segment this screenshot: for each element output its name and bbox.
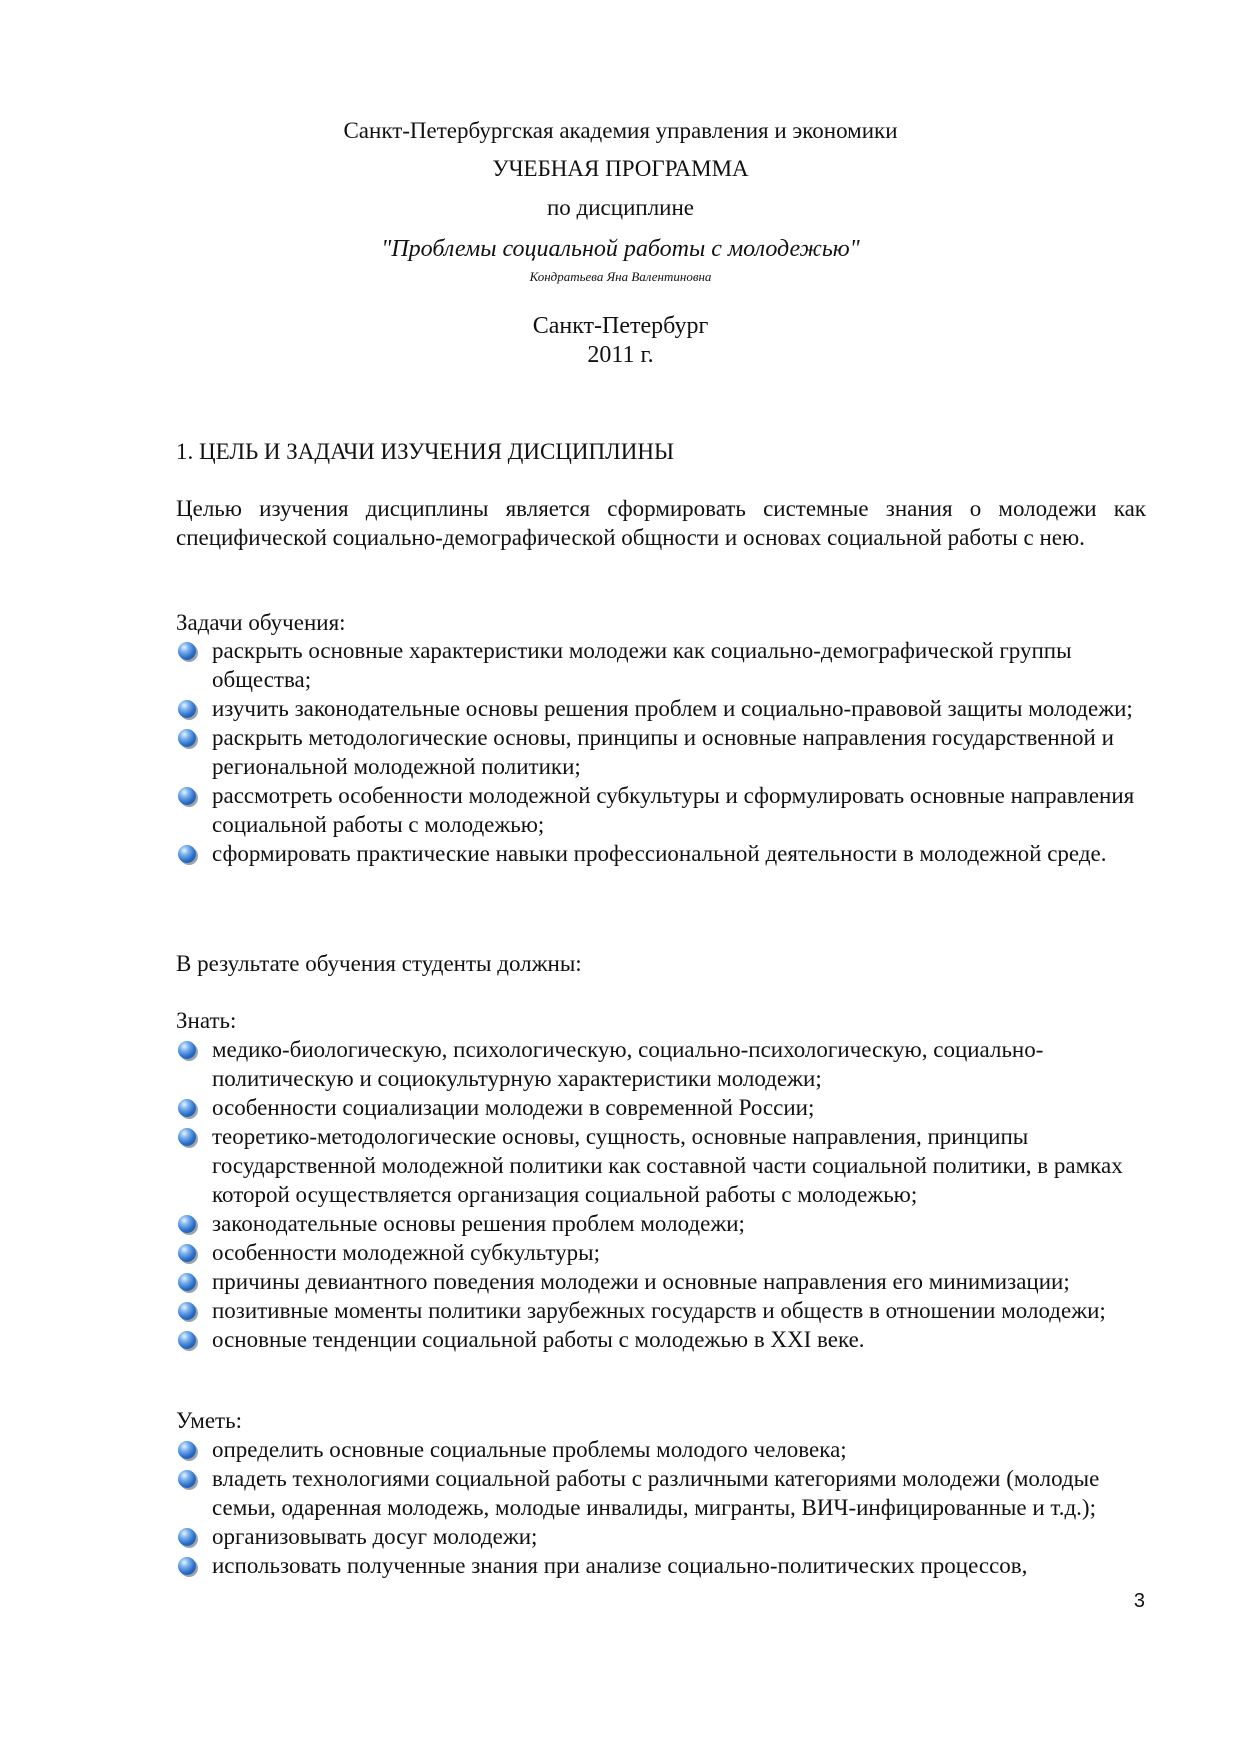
list-item: медико-биологическую, психологическую, социально-психологическую, социально-политическую и социокультурную характеристики молодежи; bbox=[176, 1035, 1146, 1093]
list-item: теоретико-методологические основы, сущность, основные направления, принципы государственной молодежной политики как составной части социальной политики, в рамках которой осуществляется организация социальной работы с молодежью; bbox=[176, 1122, 1146, 1209]
list-item: определить основные социальные проблемы молодого человека; bbox=[176, 1435, 1146, 1464]
doc-type: УЧЕБНАЯ ПРОГРАММА bbox=[492, 156, 749, 181]
section-title: 1. ЦЕЛЬ И ЗАДАЧИ ИЗУЧЕНИЯ ДИСЦИПЛИНЫ bbox=[176, 439, 675, 464]
page-number: 3 bbox=[1133, 1590, 1145, 1612]
by-discipline: по дисциплине bbox=[546, 195, 694, 220]
list-item: особенности молодежной субкультуры; bbox=[176, 1238, 1146, 1267]
list-item: законодательные основы решения проблем молодежи; bbox=[176, 1209, 1146, 1238]
list-item: особенности социализации молодежи в современной России; bbox=[176, 1093, 1146, 1122]
year: 2011 г. bbox=[587, 342, 654, 368]
city: Санкт-Петербург bbox=[532, 313, 709, 339]
bullet-ball-icon bbox=[178, 787, 196, 805]
tasks-label: Задачи обучения: bbox=[176, 610, 346, 635]
know-label: Знать: bbox=[176, 1008, 237, 1033]
bullet-ball-icon bbox=[178, 1099, 196, 1117]
list-item: рассмотреть особенности молодежной субкультуры и сформулировать основные направления социальной работы с молодежью; bbox=[176, 781, 1146, 839]
list-item: основные тенденции социальной работы с молодежью в XXI веке. bbox=[176, 1325, 1146, 1354]
list-item: изучить законодательные основы решения проблем и социально-правовой защиты молодежи; bbox=[176, 694, 1146, 723]
bullet-ball-icon bbox=[178, 1273, 196, 1291]
list-item: причины девиантного поведения молодежи и основные направления его минимизации; bbox=[176, 1267, 1146, 1296]
list-item: позитивные моменты политики зарубежных государств и обществ в отношении молодежи; bbox=[176, 1296, 1146, 1325]
bullet-ball-icon bbox=[178, 729, 196, 747]
result-label: В результате обучения студенты должны: bbox=[176, 951, 582, 976]
academy-name: Санкт-Петербургская академия управления и экономики bbox=[343, 118, 898, 143]
list-item: владеть технологиями социальной работы с различными категориями молодежи (молодые семьи, одаренная молодежь, молодые инвалиды, мигранты, ВИЧ-инфицированные и т.д.); bbox=[176, 1464, 1146, 1522]
discipline-title: "Проблемы социальной работы с молодежью" bbox=[381, 236, 860, 262]
bullet-ball-icon bbox=[178, 642, 196, 660]
bullet-ball-icon bbox=[178, 1128, 196, 1146]
bullet-ball-icon bbox=[178, 1041, 196, 1059]
list-item: сформировать практические навыки профессиональной деятельности в молодежной среде. bbox=[176, 839, 1146, 868]
bullet-ball-icon bbox=[178, 1528, 196, 1546]
bullet-ball-icon bbox=[178, 1331, 196, 1349]
know-list bbox=[176, 1035, 1146, 1354]
bullet-ball-icon bbox=[178, 845, 196, 863]
list-item: использовать полученные знания при анализе социально-политических процессов, bbox=[176, 1551, 1146, 1580]
can-label: Уметь: bbox=[176, 1408, 242, 1433]
goal-paragraph: Целью изучения дисциплины является сформировать системные знания о молодежи как специфической социально-демографической общности и основах социальной работы с нею. bbox=[176, 496, 1146, 550]
bullet-ball-icon bbox=[178, 1215, 196, 1233]
bullet-ball-icon bbox=[178, 1302, 196, 1320]
bullet-ball-icon bbox=[178, 700, 196, 718]
bullet-ball-icon bbox=[178, 1441, 196, 1459]
list-item: раскрыть методологические основы, принципы и основные направления государственной и региональной молодежной политики; bbox=[176, 723, 1146, 781]
can-list bbox=[176, 1435, 1146, 1580]
bullet-ball-icon bbox=[178, 1470, 196, 1488]
bullet-ball-icon bbox=[178, 1244, 196, 1262]
list-item: раскрыть основные характеристики молодежи как социально-демографической группы общества; bbox=[176, 636, 1146, 694]
bullet-ball-icon bbox=[178, 1557, 196, 1575]
list-item: организовывать досуг молодежи; bbox=[176, 1522, 1146, 1551]
author-name: Кондратьева Яна Валентиновна bbox=[529, 269, 712, 284]
tasks-list bbox=[176, 636, 1146, 868]
